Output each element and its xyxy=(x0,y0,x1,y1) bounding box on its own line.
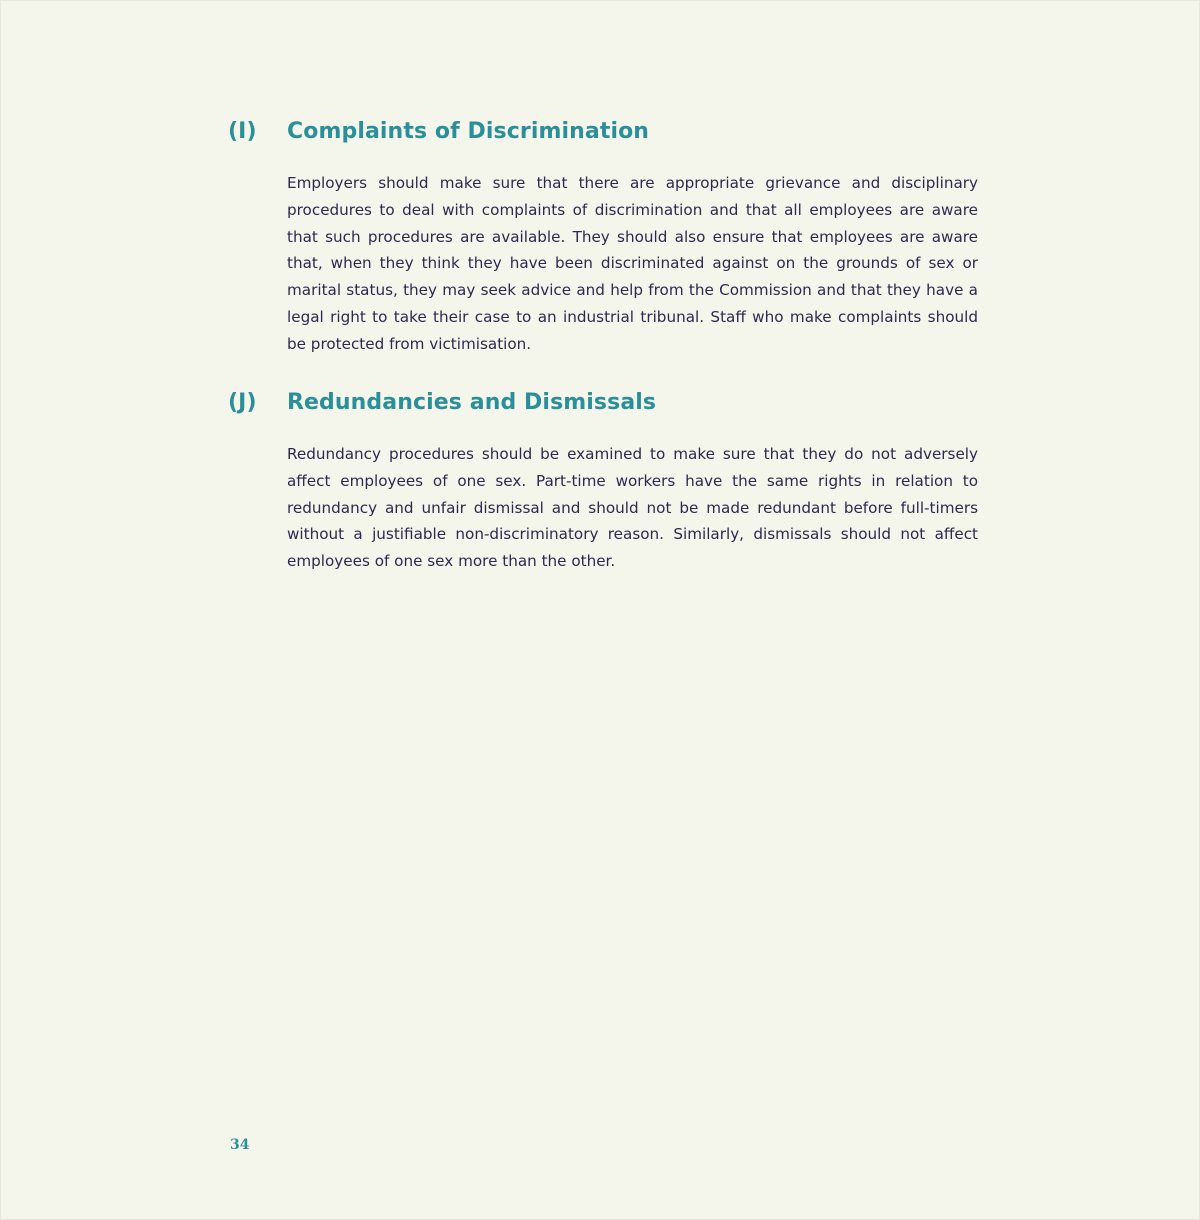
section-paragraph: Redundancy procedures should be examined to make sure that they do not adversely affect employees of one sex. Part-time workers have the same rights in relation to redundancy and unfair dismissal and should not be made redundant before full-timers without a justifiable non-discriminatory reason. Similarly, dismissals should not affect employees of one sex more than the other. xyxy=(287,445,978,571)
section-heading xyxy=(228,119,988,144)
section-body xyxy=(287,170,978,358)
section-redundancies-and-dismissals xyxy=(228,390,988,575)
section-number: (I) xyxy=(228,119,257,144)
section-title: Complaints of Discrimination xyxy=(287,119,650,144)
section-paragraph: Employers should make sure that there are appropriate grievance and disciplinary procedures to deal with complaints of discrimination and that all employees are aware that such procedures are available. They should also ensure that employees are aware that, when they think they have been discriminated against on the grounds of sex or marital status, they may seek advice and help from the Commission and that they have a legal right to take their case to an industrial tribunal. Staff who make complaints should be protected from victimisation. xyxy=(287,174,978,353)
section-body xyxy=(287,441,978,575)
section-title: Redundancies and Dismissals xyxy=(287,390,657,415)
page-number: 34 xyxy=(230,1137,250,1153)
section-number: (J) xyxy=(228,390,257,415)
section-heading xyxy=(228,390,988,415)
section-complaints-of-discrimination xyxy=(228,119,988,358)
